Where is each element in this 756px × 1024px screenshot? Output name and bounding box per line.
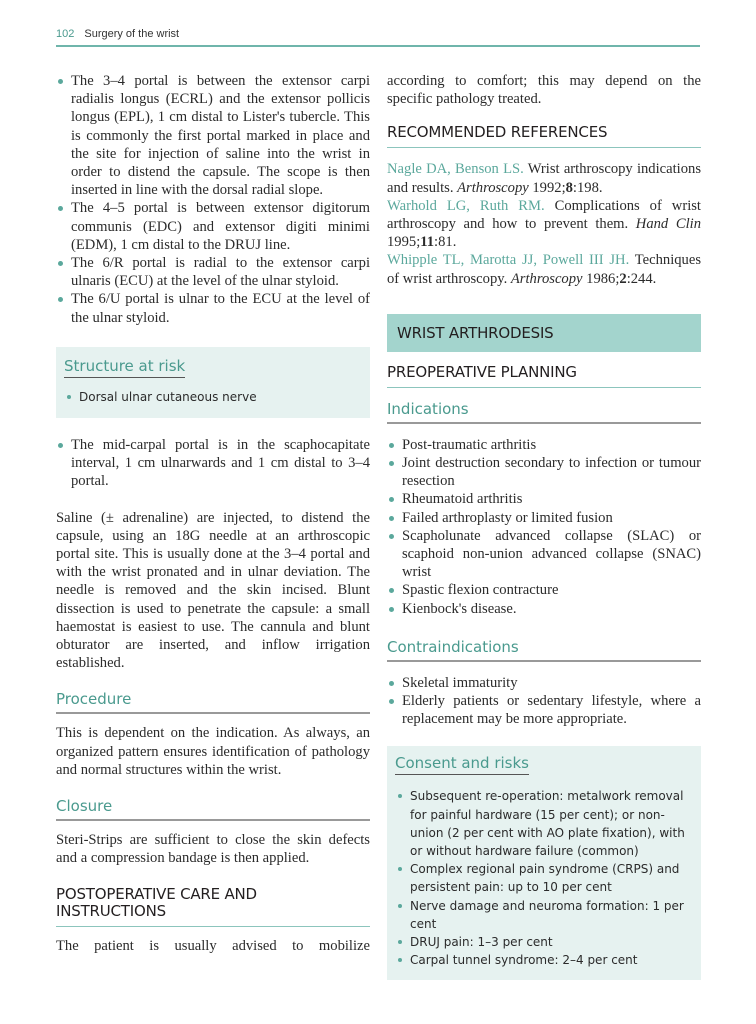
reference-authors: Warhold LG, Ruth RM. [387,197,545,214]
postop-heading-line2: INSTRUCTIONS [56,901,166,920]
reference-pages: :81. [434,234,457,251]
reference-volume: 2 [619,270,627,287]
list-item: The 4–5 portal is between extensor digitorum communis (EDC) and extensor digiti minimi (EDM), 1 cm distal to the DRUJ line. [56,199,370,254]
reference-authors: Nagle DA, Benson LS. [387,161,524,178]
reference-item [387,251,701,287]
midcarpal-list [56,436,370,491]
reference-year: 1986; [582,270,620,287]
closure-heading: Closure [56,797,370,821]
reference-title: Techniques of wrist arthroscopy. [387,252,701,287]
list-item: Kienbock's disease. [387,600,701,618]
consent-and-risks-box [387,746,701,979]
postop-heading-line1: POSTOPERATIVE CARE AND [56,884,257,903]
closure-text: Steri-Strips are sufficient to close the skin defects and a compression bandage is then applied. [56,832,370,867]
reference-pages: :198. [572,179,603,196]
reference-title: Wrist arthroscopy indications and results. [387,161,701,196]
reference-year: 1992; [528,179,566,196]
reference-title: Complications of wrist arthroscopy and how to prevent them. [387,197,701,233]
continued-text: according to comfort; this may depend on the specific pathology treated. [387,73,701,108]
reference-volume: 11 [420,234,435,251]
left-column [56,72,370,955]
list-item: The 3–4 portal is between the extensor carpi radialis longus (ECRL) and the extensor pollicis longus (EPL), 1 cm distal to Lister's tubercle. This is commonly the first portal marked in place and the site for injection of saline into the wrist in order to distend the capsule. The scope is then inserted in line with the dorsal radial slope. [56,72,370,199]
list-item: Scapholunate advanced collapse (SLAC) or scaphoid non-union advanced collapse (SNAC) wrist [387,527,701,582]
portal-list [56,72,370,327]
preop-heading: PREOPERATIVE PLANNING [387,364,701,388]
list-item: Complex regional pain syndrome (CRPS) and persistent pain: up to 10 per cent [395,860,693,896]
reference-item [387,160,701,196]
procedure-text: This is dependent on the indication. As always, an organized pattern ensures identification of pathology and normal structures within the wrist. [56,725,370,778]
list-item: The 6/R portal is radial to the extensor carpi ulnaris (ECU) at the level of the ulnar styloid. [56,254,370,290]
list-item: Carpal tunnel syndrome: 2–4 per cent [395,951,693,969]
reference-journal: Arthroscopy [510,270,583,287]
structure-list [64,388,362,406]
list-item: Subsequent re-operation: metalwork removal for painful hardware (15 per cent); or non-union (2 per cent with AO plate fixation), with or without hardware failure (common) [395,787,693,860]
list-item: Failed arthroplasty or limited fusion [387,509,701,527]
reference-volume: 8 [565,179,573,196]
reference-authors: Whipple TL, Marotta JJ, Powell III JH. [387,252,630,269]
procedure-heading: Procedure [56,690,370,714]
structure-at-risk-box [56,347,370,418]
page-number: 102 [56,28,75,40]
reference-list [387,160,701,287]
list-item: Spastic flexion contracture [387,581,701,599]
postop-heading [56,886,370,927]
list-item: Joint destruction secondary to infection or tumour resection [387,454,701,490]
right-column [387,72,701,980]
running-head [56,28,700,47]
list-item: Elderly patients or sedentary lifestyle, where a replacement may be more appropriate. [387,692,701,728]
contraindications-heading: Contraindications [387,638,701,662]
reference-journal: Hand Clin [635,216,701,233]
indications-heading: Indications [387,400,701,424]
list-item: Post-traumatic arthritis [387,436,701,454]
reference-pages: :244. [626,270,657,287]
list-item: The mid-carpal portal is in the scaphocapitate interval, 1 cm ulnarwards and 1 cm distal to 3–4 portal. [56,436,370,491]
references-heading: RECOMMENDED REFERENCES [387,124,701,148]
reference-item [387,197,701,252]
list-item: DRUJ pain: 1–3 per cent [395,933,693,951]
section-band-wrist-arthrodesis: WRIST ARTHRODESIS [387,314,701,352]
postop-text: The patient is usually advised to mobilize [56,937,370,954]
list-item: The 6/U portal is ulnar to the ECU at the level of the ulnar styloid. [56,290,370,326]
reference-year: 1995; [387,234,421,251]
contraindications-list [387,674,701,729]
indications-list [387,436,701,618]
reference-journal: Arthroscopy [457,179,529,196]
consent-list [395,787,693,969]
list-item: Nerve damage and neuroma formation: 1 per cent [395,897,693,933]
list-item: Rheumatoid arthritis [387,490,701,508]
saline-paragraph: Saline (± adrenaline) are injected, to distend the capsule, using an 18G needle at an arthroscopic portal site. This is usually done at the 3–4 portal and with the wrist pronated and in ulnar deviation. The needle is removed and the skin incised. Blunt dissection is used to penetrate the capsule: a small haemostat is easiest to use. The cannula and blunt obturator are inserted, and inflow irrigation established. [56,509,370,672]
list-item: Dorsal ulnar cutaneous nerve [64,388,362,406]
chapter-title: Surgery of the wrist [84,28,180,40]
list-item: Skeletal immaturity [387,674,701,692]
box-title: Structure at risk [64,357,185,378]
box-title: Consent and risks [395,754,529,775]
